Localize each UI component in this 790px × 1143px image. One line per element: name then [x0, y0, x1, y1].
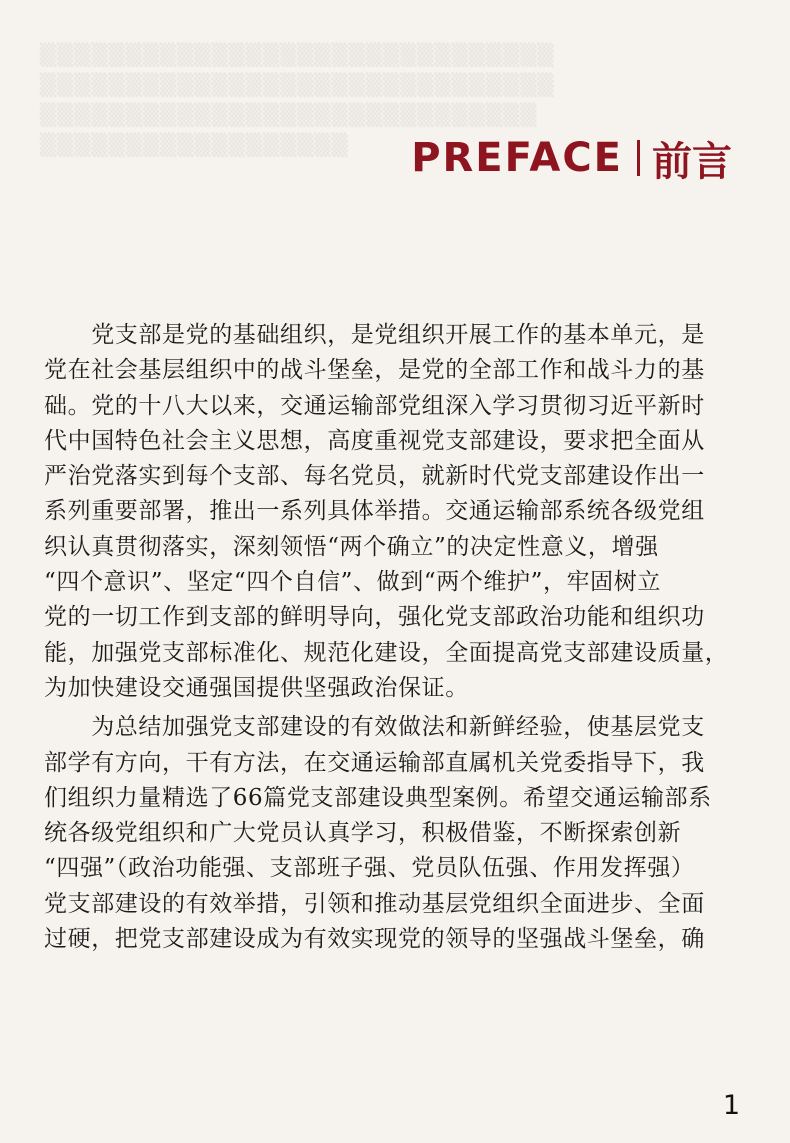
text-line: 党的一切工作到支部的鲜明导向，强化党支部政治功能和组织功 — [44, 604, 705, 631]
body-text — [44, 318, 744, 957]
paragraph-1 — [44, 318, 744, 706]
show-through-texture: ▒▒▒▒▒▒▒▒▒▒▒▒▒▒▒▒▒▒▒▒▒▒▒▒▒▒▒▒▒▒ ▒▒▒▒▒▒▒▒▒▒▒▒▒▒▒▒▒▒▒▒▒▒▒▒▒▒▒▒▒▒ ▒▒▒▒▒▒▒▒▒▒▒▒▒▒▒▒▒▒▒▒▒▒▒▒▒▒▒▒▒ ▒▒▒▒▒▒▒▒▒▒▒▒▒▒▒▒▒▒ — [40, 43, 555, 157]
preface-label: PREFACE — [411, 135, 623, 181]
text-line: 党支部建设的有效举措，引领和推动基层党组织全面进步、全面 — [44, 890, 705, 917]
header-divider — [637, 140, 640, 176]
paragraph-2 — [44, 710, 744, 957]
text-line: 党支部是党的基础组织，是党组织开展工作的基本单元，是 — [44, 322, 705, 348]
text-line: “四强”（政治功能强、支部班子强、党员队伍强、作用发挥强） — [44, 855, 695, 882]
page-number: 1 — [722, 1090, 740, 1121]
text-line: 础。党的十八大以来，交通运输部党组深入学习贯彻习近平新时 — [44, 392, 705, 419]
text-line: 统各级党组织和广大党员认真学习，积极借鉴，不断探索创新 — [44, 820, 682, 847]
text-line: 党在社会基层组织中的战斗堡垒，是党的全部工作和战斗力的基 — [44, 357, 705, 384]
text-line: 严治党落实到每个支部、每名党员，就新时代党支部建设作出一 — [44, 463, 705, 490]
text-line: 部学有方向，干有方法，在交通运输部直属机关党委指导下，我 — [44, 749, 705, 776]
text-line: 为总结加强党支部建设的有效做法和新鲜经验，使基层党支 — [44, 714, 705, 741]
text-line: 代中国特色社会主义思想，高度重视党支部建设，要求把全面从 — [44, 427, 705, 454]
page-title: 前言 — [652, 138, 732, 185]
text-line: 织认真贯彻落实，深刻领悟“两个确立”的决定性意义，增强 — [44, 533, 659, 560]
text-line: 过硬，把党支部建设成为有效实现党的领导的坚强战斗堡垒，确 — [44, 926, 705, 953]
text-line: 为加快建设交通强国提供坚强政治保证。 — [44, 674, 469, 701]
text-line: “四个意识”、坚定“四个自信”、做到“两个维护”，牢固树立 — [44, 569, 661, 596]
preface-header — [411, 132, 732, 184]
text-line: 们组织力量精选了66篇党支部建设典型案例。希望交通运输部系 — [44, 784, 712, 811]
text-line: 系列重要部署，推出一系列具体举措。交通运输部系统各级党组 — [44, 498, 705, 525]
text-line: 能，加强党支部标准化、规范化建设，全面提高党支部建设质量， — [44, 639, 729, 666]
